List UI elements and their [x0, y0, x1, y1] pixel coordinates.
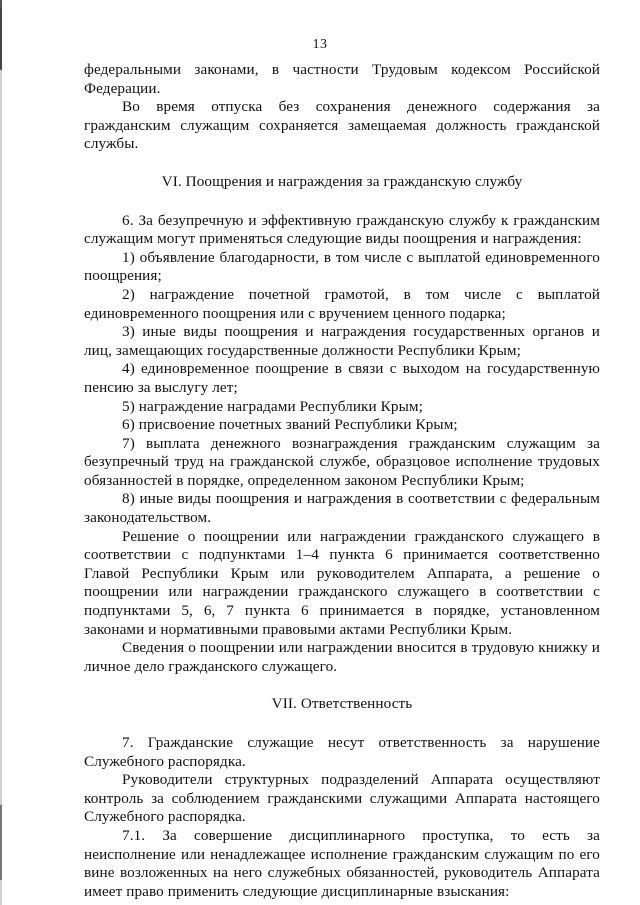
document-body [84, 61, 600, 901]
list-item: 2) награждение почетной грамотой, в том числе с выплатой единовременного поощрения или с вручением ценного подарка; [84, 285, 600, 322]
paragraph: Решение о поощрении или награждении гражданского служащего в соответствии с подпунктами 1–4 пункта 6 принимается соответственно Главой Республики Крым или руководителем Аппарата, а решение о поощрении или награждении гражданского служащего в соответствии с подпунктами 5, 6, 7 пункта 6 принимается в порядке, установленном законами и нормативными правовыми актами Республики Крым. [84, 527, 600, 638]
list-item: 1) объявление благодарности, в том числе с выплатой единовременного поощрения; [84, 248, 600, 285]
paragraph: 7. Гражданские служащие несут ответственность за нарушение Служебного распорядка. [84, 734, 600, 770]
section-heading-vii: VII. Ответственность [271, 695, 413, 713]
list-item: 3) иные виды поощрения и награждения государственных органов и лиц, замещающих государственные должности Республики Крым; [84, 323, 600, 359]
scan-edge-mark-bottom [0, 805, 2, 880]
section-heading-vi: VI. Поощрения и награждения за гражданскую службу [161, 172, 523, 190]
paragraph: 7.1. За совершение дисциплинарного проступка, то есть за неисполнение или ненадлежащее исполнение гражданским служащим по его вине возложенных на него служебных обязанностей, руководитель Аппарата имеет право применить следующие дисциплинарные взыскания: [84, 826, 600, 900]
paragraph: федеральными законами, в частности Трудовым кодексом Российской Федерации. [84, 61, 600, 97]
paragraph: Сведения о поощрении или награждении вносится в трудовую книжку и личное дело гражданского служащего. [84, 639, 600, 675]
paragraph: Во время отпуска без сохранения денежного содержания за гражданским служащим сохраняется замещаемая должность гражданской службы. [84, 98, 600, 153]
scan-edge-shadow [0, 0, 2, 905]
paragraph: 6. За безупречную и эффективную гражданскую службу к гражданским служащим могут применяться следующие виды поощрения и награждения: [84, 211, 600, 248]
page-number: 13 [312, 37, 328, 52]
list-item: 6) присвоение почетных званий Республики Крым; [122, 416, 458, 434]
list-item: 8) иные виды поощрения и награждения в соответствии с федеральным законодательством. [84, 490, 600, 527]
list-item: 7) выплата денежного вознаграждения гражданским служащим за безупречный труд на гражданской службе, образцовое исполнение трудовых обязанностей в порядке, определенном законом Республики Крым; [84, 434, 600, 489]
paragraph: Руководители структурных подразделений Аппарата осуществляют контроль за соблюдением гражданскими служащими Аппарата настоящего Служебного распорядка. [84, 771, 600, 826]
list-item: 4) единовременное поощрение в связи с выходом на государственную пенсию за выслугу лет; [84, 360, 600, 396]
list-item: 5) награждение наградами Республики Крым; [122, 397, 423, 415]
